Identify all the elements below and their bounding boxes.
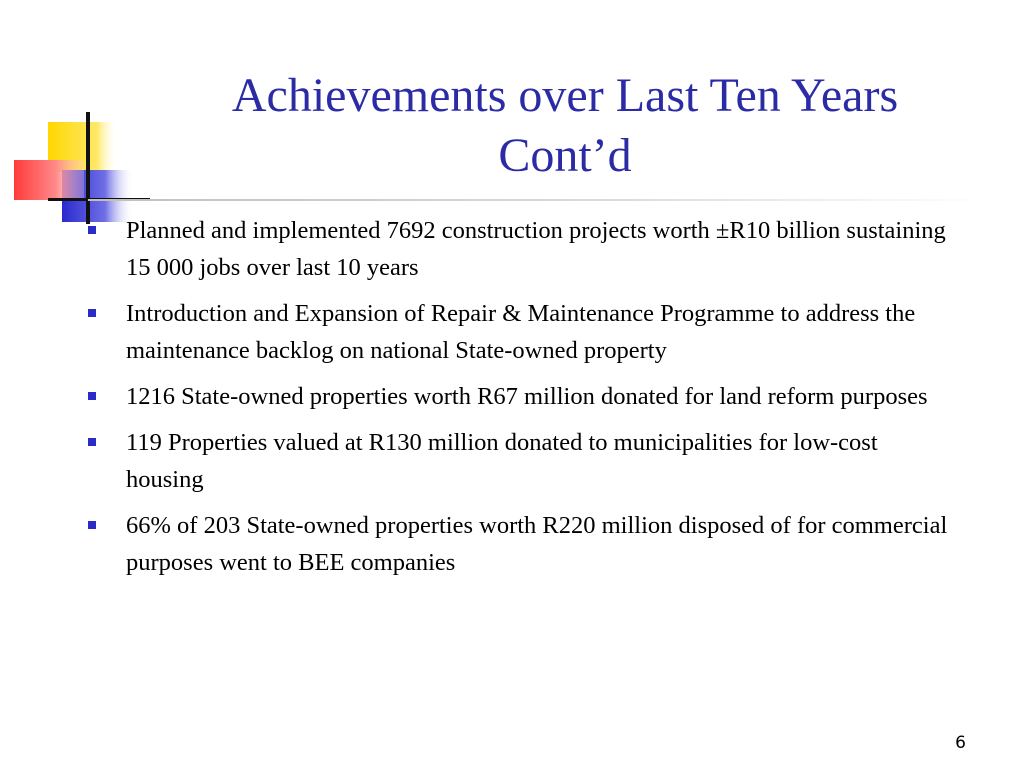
bullet-text: 119 Properties valued at R130 million donated to municipalities for low-cost housing [126,429,878,493]
slide-title-line-1: Achievements over Last Ten Years [231,69,899,122]
bullet-text: Introduction and Expansion of Repair & Maintenance Programme to address the maintenance backlog on national State-owned property [126,300,916,364]
slide-number: 6 [955,733,966,753]
bullet-item [88,507,948,581]
bullet-item [88,378,948,415]
bullet-item [88,424,948,498]
decorative-logo-icon [0,0,150,240]
bullet-item [88,295,948,369]
square-bullet-icon [88,392,96,400]
title-divider [88,199,988,201]
bullet-text: 1216 State-owned properties worth R67 million donated for land reform purposes [126,383,928,410]
square-bullet-icon [88,309,96,317]
square-bullet-icon [88,226,96,234]
logo-red-square [14,160,84,200]
bullet-list [88,212,948,590]
bullet-text: Planned and implemented 7692 construction projects worth ±R10 billion sustaining 15 000 jobs over last 10 years [126,217,946,281]
logo-vertical-line [86,112,90,224]
square-bullet-icon [88,438,96,446]
bullet-item [88,212,948,286]
bullet-text: 66% of 203 State-owned properties worth R220 million disposed of for commercial purposes went to BEE companies [126,512,948,576]
slide-title [150,66,980,186]
square-bullet-icon [88,521,96,529]
slide-title-line-2: Cont’d [498,129,632,182]
